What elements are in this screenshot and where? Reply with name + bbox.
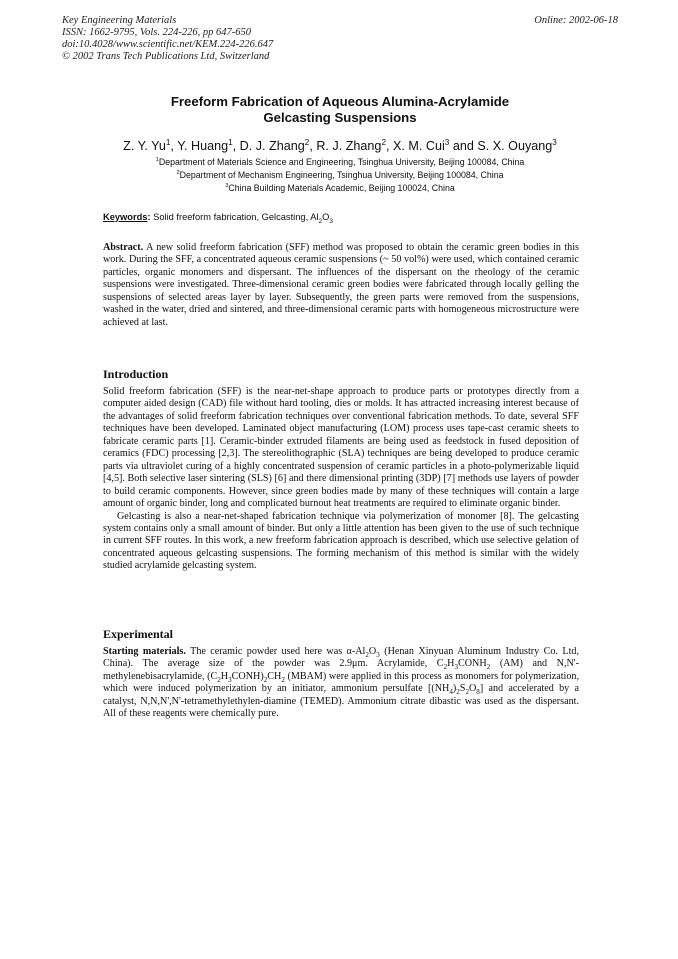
author-name: S. X. Ouyang: [477, 139, 553, 153]
title-line-2: Gelcasting Suspensions: [263, 110, 417, 125]
subscript: 3: [376, 651, 380, 660]
copyright-line: © 2002 Trans Tech Publications Ltd, Switzerland: [62, 51, 270, 62]
author-affiliation-mark: 3: [552, 137, 557, 147]
affiliation-line: [62, 182, 618, 195]
journal-name: Key Engineering Materials: [62, 15, 177, 26]
author-and: and: [449, 139, 478, 153]
text-run: O: [368, 646, 377, 657]
subscript: 8: [476, 688, 480, 697]
text-run: H: [220, 670, 229, 682]
text-run: The ceramic powder used here was α-Al: [185, 646, 366, 657]
journal-header: [62, 15, 618, 63]
affiliation-number: 2: [176, 169, 180, 176]
affiliation-text: Department of Materials Science and Engineering, Tsinghua University, Beijing 100084, China: [158, 157, 525, 167]
text-run: CH: [267, 670, 282, 682]
affiliation-number: 3: [225, 182, 229, 189]
subscript: 2: [486, 663, 491, 672]
author-affiliation-mark: 2: [304, 137, 310, 147]
affiliation-line: [62, 169, 618, 182]
author-name: Y. Huang: [177, 139, 229, 153]
introduction-paragraph-2: Gelcasting is also a near-net-shaped fabrication technique via polymerization of monomer [8]. The gelcasting system contains only a small amount of binder. But only a little attention has been given to the use of such technique in current SFF routes. In this work, a new freeform fabrication approach is described, which use selective gelation of concentrated aqueous gelcasting suspensions. The forming mechanism of this method is similar with the widely studied acrylamide gelcasting system.: [103, 510, 579, 572]
author-name: D. J. Zhang: [239, 139, 305, 153]
formula-part: O: [322, 212, 330, 222]
affiliation-line: [62, 156, 618, 169]
text-run: (AM) and N,N'-methylenebisacrylamide, (C: [103, 658, 579, 682]
text-run: (Henan Xinyuan Aluminum Industry Co. Ltd, China). The average size of the powder was 2.9μm. Acrylamide, C: [103, 646, 579, 670]
subscript: 4: [449, 688, 453, 697]
author-affiliation-mark: 1: [165, 137, 171, 147]
introduction-section: [103, 386, 579, 573]
online-date: Online: 2002-06-18: [534, 15, 618, 26]
author-affiliation-mark: 1: [228, 137, 233, 147]
text-run: CONH: [457, 658, 487, 670]
author-affiliation-mark: 2: [381, 137, 386, 147]
author-separator: ,: [170, 139, 178, 153]
author-separator: ,: [232, 139, 240, 153]
keywords-label: Keywords: [103, 212, 148, 222]
subscript: 3: [329, 217, 333, 225]
affiliation-text: Department of Mechanism Engineering, Tsinghua University, Beijing 100084, China: [179, 169, 504, 180]
author-name: X. M. Cui: [393, 139, 445, 153]
subscript: 2: [443, 663, 448, 672]
author-list: [62, 138, 618, 154]
affiliation-text: China Building Materials Academic, Beijing 100024, China: [228, 182, 455, 193]
abstract: [103, 242, 579, 329]
section-heading-introduction: Introduction: [103, 367, 169, 381]
abstract-label: Abstract.: [103, 242, 144, 253]
affiliation-list: [62, 156, 618, 194]
keywords-line: [103, 211, 579, 223]
author-separator: ,: [309, 139, 317, 153]
subscript: 2: [281, 675, 285, 684]
experimental-paragraph: [103, 646, 579, 721]
author-affiliation-mark: 3: [444, 137, 450, 147]
affiliation-number: 1: [155, 157, 159, 164]
subscript: 2: [217, 675, 221, 684]
subscript: 3: [228, 675, 232, 684]
author-name: R. J. Zhang: [316, 139, 382, 153]
abstract-text: A new solid freeform fabrication (SFF) method was proposed to obtain the ceramic green bodies in this work. During the SFF, a concentrated aqueous ceramic suspensions (~ 50 vol%) were used, which contained ceramic particles, organic monomers and dispersant. The influences of the dispersant on the rheology of the ceramic suspensions were investigated. Three-dimensional ceramic green bodies were fabricated through locally gelling the suspensions of selected areas layer by layer. Subsequently, the green parts were removed from the suspensions, washed in the water, dried and sintered, and three-dimensional ceramic parts with homogeneous microstructure were achieved at last.: [103, 242, 579, 328]
author-name: Z. Y. Yu: [123, 139, 166, 153]
text-run: O: [468, 683, 477, 695]
subscript: 2: [465, 688, 469, 697]
keywords-colon: :: [147, 212, 151, 222]
subscript: 2: [318, 217, 323, 225]
text-run: ] and accelerated by a catalyst, N,N,N',N'-tetramethylethylen-diamine (TEMED). Ammonium citrate dibastic was used as the dispersant. All of these reagents were chemically pure.: [103, 683, 579, 720]
text-run: (MBAM) were applied in this process as monomers for polymerization, which were induced polymerization by an initiator, ammonium persulfate [(NH: [103, 670, 579, 695]
text-run: CONH): [231, 670, 264, 682]
doi-line: doi:10.4028/www.scientific.net/KEM.224-226.647: [62, 39, 274, 50]
subscript: 3: [454, 663, 458, 672]
introduction-paragraph-1: Solid freeform fabrication (SFF) is the near-net-shape approach to produce parts or prototypes directly from a computer aided design (CAD) file without hard tooling, dies or molds. It has attracted increasing interest because of the advantages of solid freeform fabrication techniques over conventional fabrication methods. To date, several SFF techniques have been developed. Laminated object manufacturing (LOM) process uses tape-cast ceramic sheets to fabricate ceramic parts [1]. Ceramic-binder extruded filaments are being used as feedstock in fused deposition of ceramics (FDC) processing [2,3]. The stereolithographic (SLA) techniques are being developed to produce ceramic parts via ultraviolet curing of a highly concentrated suspension of ceramic particles in a photo-polymerizable liquid [4,5]. Both selective laser sintering (SLS) [6] and there dimensional printing (3DP) [7] methods use layers of powder to build ceramic components. However, since green bodies made by many of these techniques will contain a large amount of organic binder, long and complicated burnout heat treatments are required to eliminate organic binder.: [103, 386, 579, 510]
starting-materials-label: Starting materials.: [103, 646, 186, 657]
subscript: 2: [365, 651, 369, 660]
text-run: H: [447, 658, 455, 670]
text-run: ): [452, 683, 457, 695]
subscript: 2: [456, 688, 460, 697]
author-separator: ,: [386, 139, 393, 153]
keywords-text: Solid freeform fabrication, Gelcasting, Al: [150, 212, 319, 222]
section-heading-experimental: Experimental: [103, 627, 173, 641]
title-line-1: Freeform Fabrication of Aqueous Alumina-Acrylamide: [170, 94, 510, 109]
issn-line: ISSN: 1662-9795, Vols. 224-226, pp 647-650: [62, 27, 251, 38]
paper-title: [62, 94, 618, 126]
text-run: S: [459, 683, 466, 695]
subscript: 2: [263, 675, 268, 684]
